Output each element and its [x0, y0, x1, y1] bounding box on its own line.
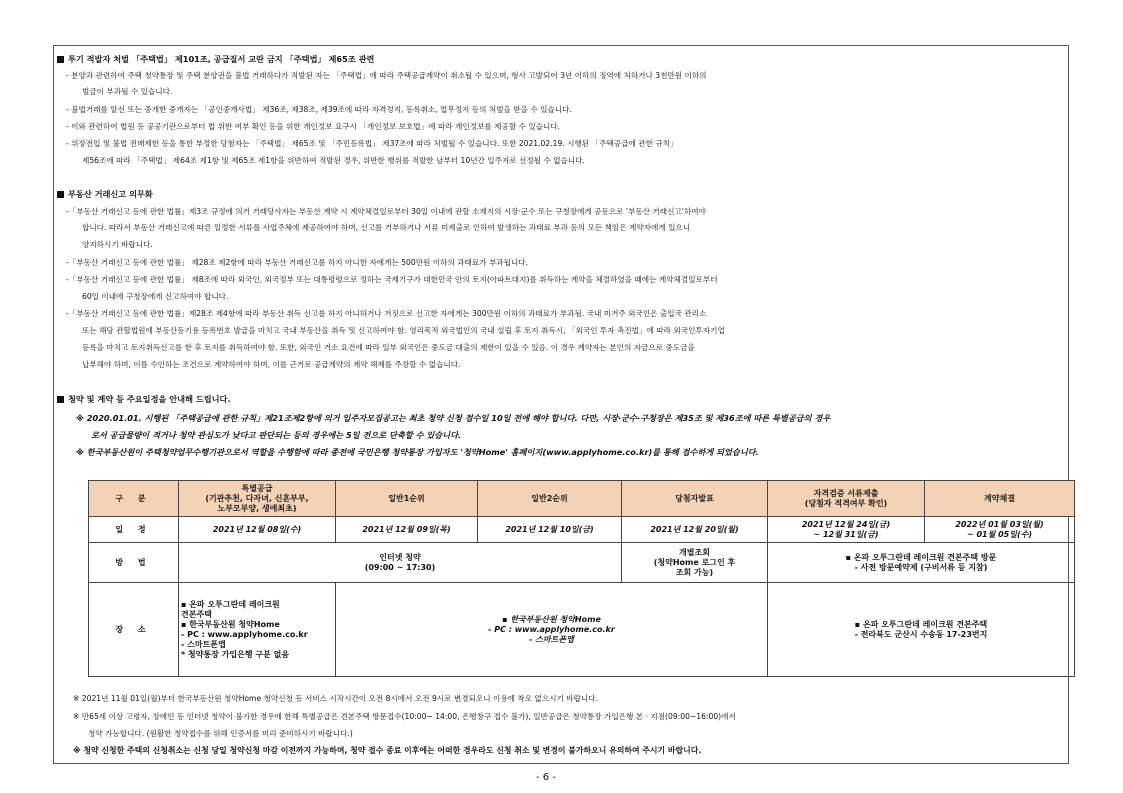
- method-visit-cell: ▪ 온파 오투그란데 레이크원 견본주택 방문 - 사전 방문예약제 (구비서류 등 지참): [768, 543, 1075, 583]
- date-cell: 2021년 12월 24일(금) ~ 12월 31일(금): [768, 517, 925, 543]
- square-bullet-icon: [57, 396, 64, 403]
- square-bullet-icon: [57, 191, 64, 198]
- table-header-cell: 특별공급 (기관추천, 다자녀, 신혼부부, 노부모부양, 생애최초): [179, 481, 336, 517]
- table-header-cell: 일반1순위: [336, 481, 478, 517]
- table-header-cell: 당첨자발표: [622, 481, 768, 517]
- date-cell: 2021년 12월 20일(월): [622, 517, 768, 543]
- text-line: 합니다. 따라서 부동산 거래신고에 따른 일정한 서류를 사업주체에 제공하여야 하며, 신고를 거부하거나 서류 미제출로 인하여 발생하는 과태료 부과 등의 모든 책임은 계약자에게 있으니: [82, 223, 691, 232]
- section-heading-realestate: [57, 189, 153, 200]
- row-label: 방 법: [89, 543, 179, 583]
- date-cell: 2021년 12월 09일(목): [336, 517, 478, 543]
- text-line: 또는 해당 관할법원에 부동산등기용 등록번호 발급을 마치고 국내 부동산을 취득 및 신고하여야 함. 영리목적 외국법인의 국내 설립 후 토지 취득시, 「외국인 투자 촉진법」에 따라 외국인투자기업: [82, 326, 725, 335]
- row-label: 장 소: [89, 583, 179, 677]
- place-general-cell: ▪ 한국부동산원 청약Home - PC : www.applyhome.co.kr - 스마트폰앱: [336, 583, 768, 677]
- section-heading-schedule: [57, 394, 231, 405]
- notice-line: ※ 한국부동산원이 주택청약업무수행기관으로서 역할을 수행함에 따라 종전에 국민은행 청약통장 가입자도 '청약Home' 홈페이지(www.applyhome.co.kr)를 통해 접수하게 되었습니다.: [76, 447, 759, 457]
- text-line: -「부동산 거래신고 등에 관한 법률」 제8조에 따라 외국인, 외국정부 또는 대통령령으로 정하는 국제기구가 대한민국 안의 토지(아파트대지)를 취득하는 계약을 체결하였을 때에는 계약체결일로부터: [66, 275, 718, 284]
- place-contract-cell: ▪ 온파 오투그란데 레이크원 견본주택 - 전라북도 군산시 수송동 17-23번지: [768, 583, 1075, 677]
- footnote: ※ 2021년 11월 01일(월)부터 한국부동산원 청약Home 청약신청 등 서비스 시작시간이 오전 8시에서 오전 9시로 변경되오니 이용에 착오 없으시기 바랍니다.: [73, 694, 599, 703]
- text-line: - 위장전입 및 불법 전매제한 등을 통한 부정한 당첨자는 「주택법」 제65조 및 「주민등록법」 제37조에 따라 처벌될 수 있습니다. 또한 2021.02.19. 시행된 「주택공급에 관한 규칙」: [66, 139, 678, 148]
- method-internet-cell: 인터넷 청약 (09:00 ~ 17:30): [179, 543, 622, 583]
- footnote-important: ※ 청약 신청한 주택의 신청취소는 신청 당일 청약신청 마감 이전까지 가능하며, 청약 접수 종료 이후에는 어떠한 경우라도 신청 취소 및 변경이 불가하오니 유의하여 주시기 바랍니다.: [73, 746, 702, 755]
- section-heading-speculation: [57, 54, 374, 65]
- schedule-table: [88, 480, 1075, 677]
- text-line: 벌금이 부과될 수 있습니다.: [82, 87, 173, 96]
- page-number: - 6 -: [536, 772, 556, 783]
- section-heading-text: 청약 및 계약 등 주요일정을 안내해 드립니다.: [68, 394, 231, 404]
- footnote: 청약 가능합니다. (원활한 청약접수를 위해 인증서를 미리 준비하시기 바랍니다.): [88, 729, 353, 738]
- table-header-cell: 자격검증 서류제출 (당첨자 적격여부 확인): [768, 481, 925, 517]
- text-line: -「부동산 거래신고 등에 관한 법률」제28조 제4항에 따라 부동산 취득 신고를 하지 아니하거나 거짓으로 신고한 자에게는 300만원 이하의 과태료가 부과됨. 국내 미거주 외국인은 출입국 관리소: [66, 309, 707, 318]
- section-heading-text: 투기 적발자 처벌 「주택법」 제101조, 공급질서 교란 금지 「주택법」 제65조 관련: [68, 54, 375, 64]
- table-row-method: [89, 543, 1075, 583]
- table-header-cell: 계약체결: [925, 481, 1075, 517]
- text-line: 60일 이내에 구청장에게 신고하여야 합니다.: [82, 292, 229, 301]
- text-line: 등록을 마치고 토지취득신고를 한 후 토지를 취득하여야 함. 또한, 외국인 거소 요건에 따라 일부 외국인은 중도금 대출의 제한이 있을 수 있음. 이 경우 계약자는 본인의 자금으로 중도금을: [82, 343, 695, 352]
- text-line: 양지하시기 바랍니다.: [82, 240, 153, 249]
- text-line: -「부동산 거래신고 등에 관한 법률」 제28조 제2항에 따라 부동산 거래신고를 하지 아니한 자에게는 500만원 이하의 과태료가 부과됩니다.: [66, 258, 529, 267]
- footnote: ※ 만65세 이상 고령자, 장애인 등 인터넷 청약이 불가한 경우에 한해 특별공급은 견본주택 방문접수(10:00~ 14:00, 은행창구 접수 불가), 일반공급은 청약통장 가입은행 본 · 지점(09:00~16:00)에서: [73, 712, 736, 721]
- place-special-cell: ▪ 온파 오투그란데 레이크원 견본주택 ▪ 한국부동산원 청약Home - PC : www.applyhome.co.kr - 스마트폰앱 * 청약통장 가입은행 구분 없음: [179, 583, 336, 677]
- date-cell: 2022년 01월 03일(월) ~ 01월 05일(수): [925, 517, 1075, 543]
- text-line: 납부해야 하며, 이를 수인하는 조건으로 계약하여야 하며, 이를 근거로 공급계약의 계약 해제를 주장할 수 없습니다.: [82, 360, 461, 369]
- row-label: 일 정: [89, 517, 179, 543]
- text-line: - 이와 관련하여 법원 등 공공기관으로부터 법 위반 여부 확인 등을 위한 개인정보 요구시 「개인정보 보호법」에 따라 개인정보를 제공할 수 있습니다.: [66, 122, 561, 131]
- date-cell: 2021년 12월 08일(수): [179, 517, 336, 543]
- text-line: - 분양과 관련하여 주택 청약통장 및 주택 분양권을 불법 거래하다가 적발된 자는 「주택법」에 따라 주택공급계약이 취소될 수 있으며, 형사 고발되어 3년 이하의 징역에 처하거나 3천만원 이하의: [66, 71, 707, 80]
- section-heading-text: 부동산 거래신고 의무화: [68, 189, 153, 199]
- table-header-cell: 구 분: [89, 481, 179, 517]
- table-row-dates: [89, 517, 1075, 543]
- text-line: - 불법거래를 알선 또는 중개한 중개자는 「공인중개사법」 제36조, 제38조, 제39조에 따라 자격정지, 등록취소, 업무정지 등의 처벌을 받을 수 있습니다.: [66, 105, 572, 114]
- notice-line: ※ 2020.01.01. 시행된 「주택공급에 관한 규칙」제21조제2항에 의거 입주자모집공고는 최초 청약 신청 접수일 10일 전에 해야 합니다. 다만, 시장·군수·구청장은 제35조 및 제36조에 따른 특별공급의 경우: [76, 413, 831, 423]
- text-line: -「부동산 거래신고 등에 관한 법률」제3조 규정에 의거 거래당사자는 부동산 계약 시 계약체결일로부터 30일 이내에 관할 소재지의 시장·군수 또는 구청장에게 공동으로 '부동산 거래신고'하여야: [66, 207, 706, 216]
- table-header-cell: 일반2순위: [478, 481, 622, 517]
- text-line: 제56조에 따라 「주택법」 제64조 제1항 및 제65조 제1항을 위반하여 적발된 경우, 위반한 행위를 적발한 날부터 10년간 입주자로 선정될 수 없습니다.: [82, 156, 585, 165]
- square-bullet-icon: [57, 56, 64, 63]
- table-header-row: [89, 481, 1075, 517]
- method-winner-cell: 개별조회 (청약Home 로그인 후 조회 가능): [622, 543, 768, 583]
- date-cell: 2021년 12월 10일(금): [478, 517, 622, 543]
- notice-line: 로서 공급물량이 적거나 청약 관심도가 낮다고 판단되는 등의 경우에는 5일 전으로 단축할 수 있습니다.: [91, 430, 462, 440]
- table-row-place: [89, 583, 1075, 677]
